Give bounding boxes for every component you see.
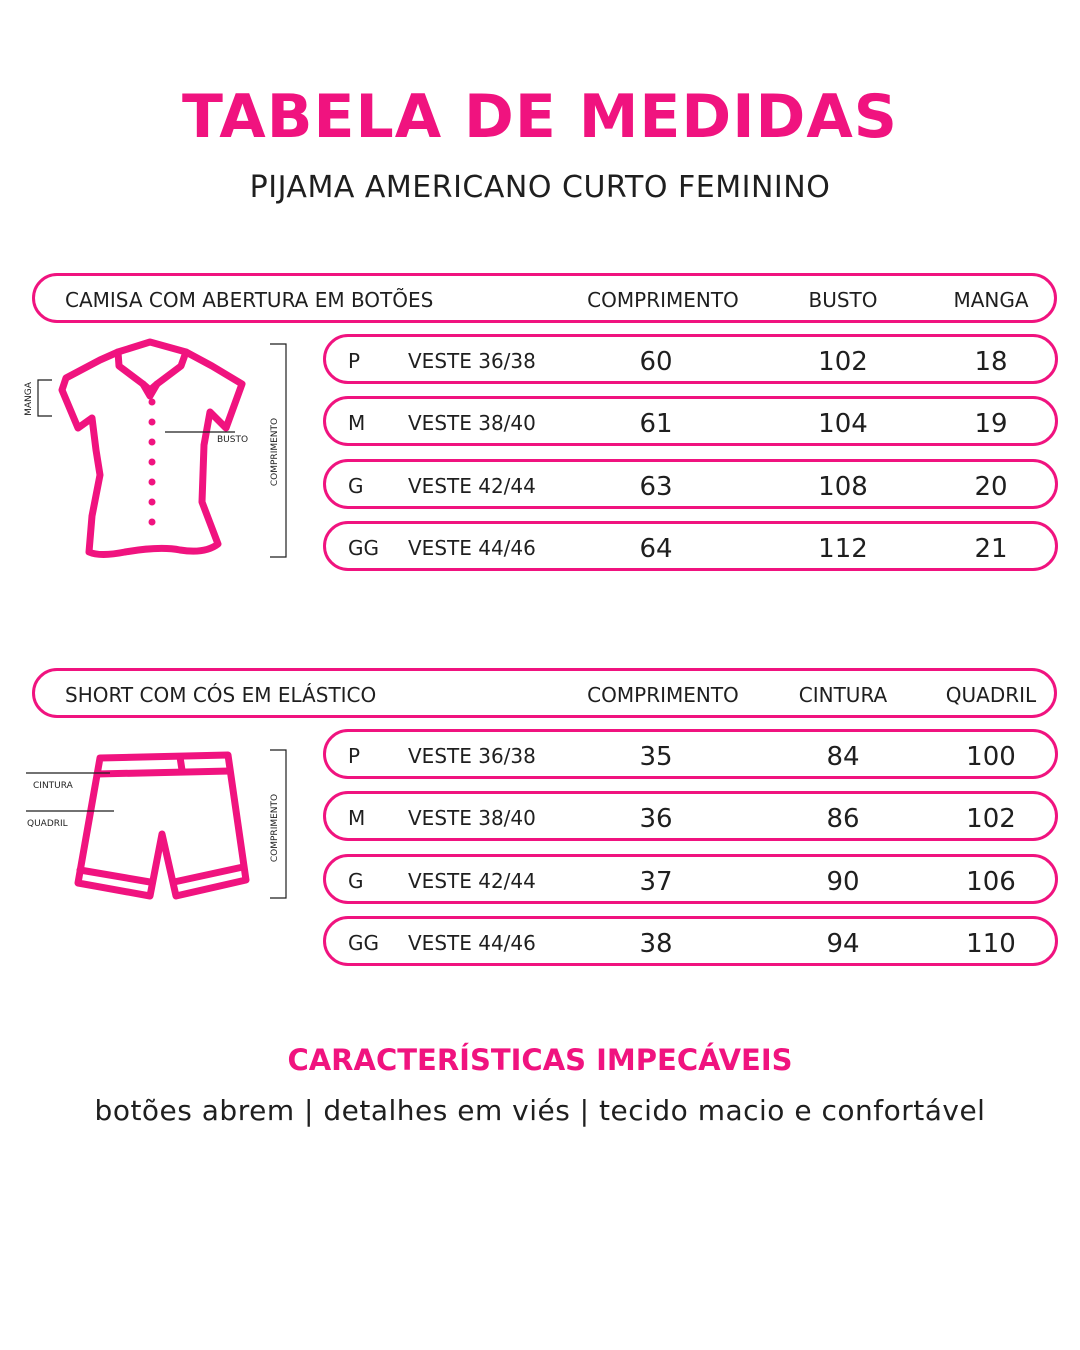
- veste-label: VESTE 42/44: [408, 869, 536, 893]
- busto-label: BUSTO: [217, 435, 249, 445]
- quadril-value: 100: [966, 742, 1016, 772]
- short-illustration: [0, 740, 320, 910]
- table-row: [323, 854, 1058, 904]
- busto-value: 104: [818, 409, 868, 439]
- comprimento-value: 63: [639, 472, 673, 502]
- busto-value: 112: [818, 534, 868, 564]
- size-label: M: [348, 806, 366, 830]
- size-label: M: [348, 411, 366, 435]
- table-row: [323, 791, 1058, 841]
- size-label: P: [348, 744, 361, 768]
- manga-value: 21: [974, 534, 1008, 564]
- shirt-col-comprimento: COMPRIMENTO: [587, 288, 739, 312]
- veste-label: VESTE 38/40: [408, 806, 536, 830]
- short-table-header: [32, 668, 1057, 718]
- shirt-buttons: [149, 399, 156, 526]
- table-row: [323, 916, 1058, 966]
- shirt-col-manga: MANGA: [953, 288, 1029, 312]
- short-col-cintura: CINTURA: [798, 683, 888, 707]
- shirt-name: CAMISA COM ABERTURA EM BOTÕES: [65, 288, 434, 312]
- comprimento-value: 35: [639, 742, 673, 772]
- features-text: botões abrem | detalhes em viés | tecido macio e confortável: [94, 1094, 986, 1127]
- cintura-value: 90: [826, 867, 860, 897]
- cintura-label: CINTURA: [33, 781, 73, 791]
- table-row: [323, 459, 1058, 509]
- short-col-comprimento: COMPRIMENTO: [587, 683, 739, 707]
- shirt-table-header: [32, 273, 1057, 323]
- veste-label: VESTE 36/38: [408, 744, 536, 768]
- table-row: [323, 334, 1058, 384]
- page-subtitle: PIJAMA AMERICANO CURTO FEMININO: [249, 170, 831, 205]
- shirt-illustration: [0, 330, 320, 575]
- short-name: SHORT COM CÓS EM ELÁSTICO: [65, 683, 377, 707]
- comprimento-value: 37: [639, 867, 673, 897]
- comprimento-value: 36: [639, 804, 673, 834]
- cintura-value: 86: [826, 804, 860, 834]
- page-title: TABELA DE MEDIDAS: [182, 82, 898, 152]
- size-label: G: [348, 474, 364, 498]
- quadril-value: 102: [966, 804, 1016, 834]
- quadril-label: QUADRIL: [27, 819, 68, 829]
- cintura-value: 94: [826, 929, 860, 959]
- comprimento-value: 60: [639, 347, 673, 377]
- short-col-quadril: QUADRIL: [945, 683, 1037, 707]
- veste-label: VESTE 36/38: [408, 349, 536, 373]
- comprimento-value: 64: [639, 534, 673, 564]
- comprimento-value: 61: [639, 409, 673, 439]
- quadril-value: 106: [966, 867, 1016, 897]
- comprimento-value: 38: [639, 929, 673, 959]
- manga-value: 20: [974, 472, 1008, 502]
- manga-label: MANGA: [24, 382, 34, 416]
- busto-value: 108: [818, 472, 868, 502]
- size-label: GG: [348, 536, 379, 560]
- shirt-col-busto: BUSTO: [808, 288, 878, 312]
- features-title: CARACTERÍSTICAS IMPECÁVEIS: [287, 1043, 793, 1077]
- busto-value: 102: [818, 347, 868, 377]
- veste-label: VESTE 38/40: [408, 411, 536, 435]
- manga-value: 18: [974, 347, 1008, 377]
- veste-label: VESTE 44/46: [408, 931, 536, 955]
- size-label: GG: [348, 931, 379, 955]
- manga-bracket: [38, 380, 52, 416]
- shorts-icon: [78, 755, 246, 896]
- comprimento-label: COMPRIMENTO: [270, 417, 280, 487]
- table-row: [323, 729, 1058, 779]
- veste-label: VESTE 42/44: [408, 474, 536, 498]
- comprimento-label: COMPRIMENTO: [270, 793, 280, 863]
- quadril-value: 110: [966, 929, 1016, 959]
- table-row: [323, 396, 1058, 446]
- size-label: P: [348, 349, 361, 373]
- cintura-value: 84: [826, 742, 860, 772]
- veste-label: VESTE 44/46: [408, 536, 536, 560]
- table-row: [323, 521, 1058, 571]
- manga-value: 19: [974, 409, 1008, 439]
- size-label: G: [348, 869, 364, 893]
